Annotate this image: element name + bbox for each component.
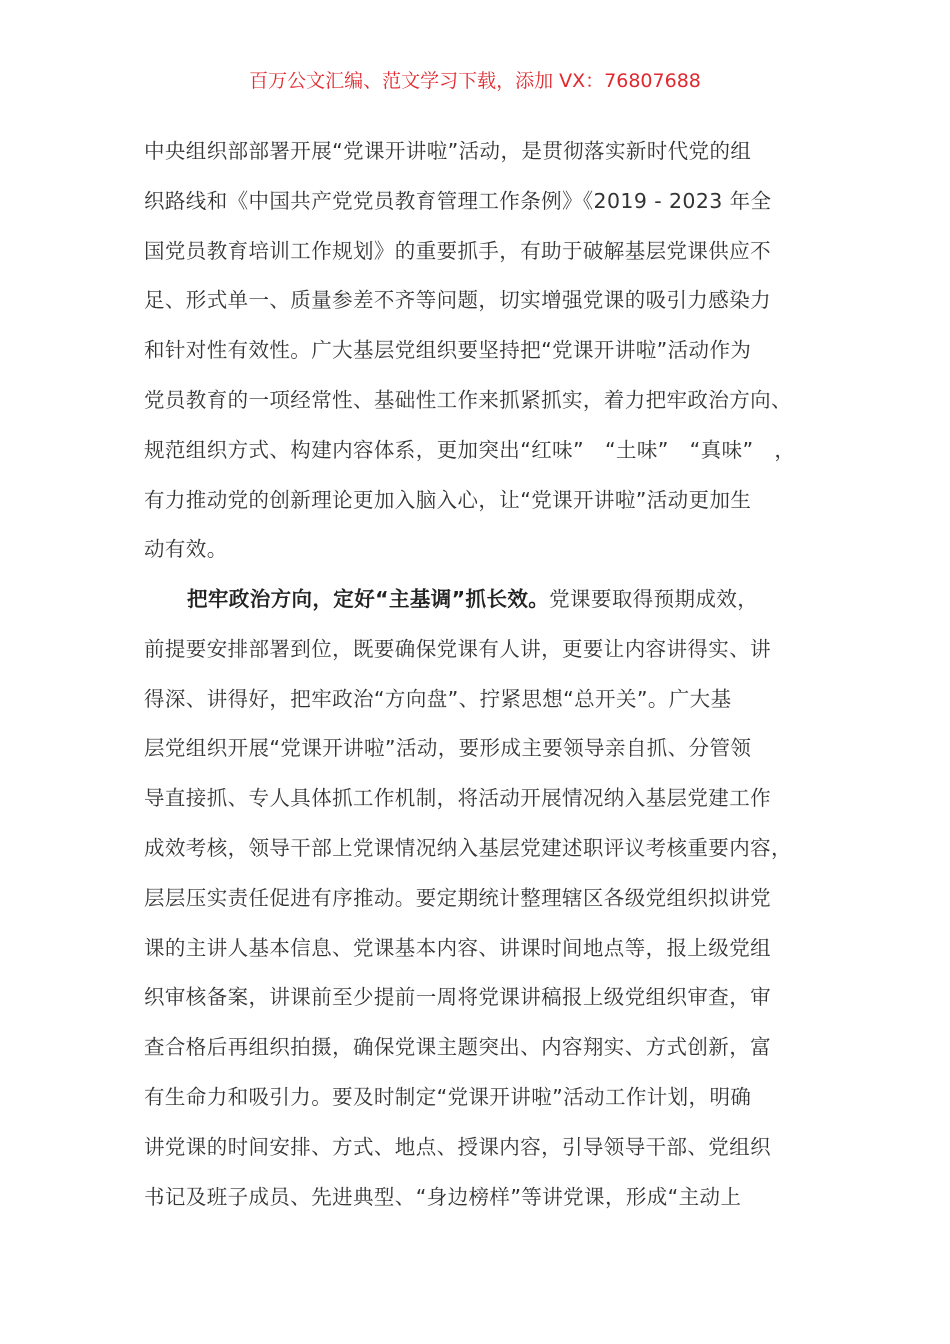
paragraph-text: 党课要取得预期成效，	[549, 587, 759, 611]
paragraph-line: 查合格后再组织拍摄，确保党课主题突出、内容翔实、方式创新，富	[144, 1035, 771, 1060]
paragraph-line: 有力推动党的创新理论更加入脑入心，让“党课开讲啦”活动更加生	[144, 487, 752, 512]
paragraph-line	[187, 585, 857, 613]
paragraph-line: 得深、讲得好，把牢政治“方向盘”、拧紧思想“总开关”。广大基	[144, 686, 732, 711]
paragraph-line: 书记及班子成员、先进典型、“身边榜样”等讲党课，形成“主动上	[144, 1184, 742, 1209]
paragraph-line: 动有效。	[144, 537, 228, 562]
paragraph-line: 织路线和《中国共产党党员教育管理工作条例》《2019 - 2023 年全	[144, 188, 772, 213]
paragraph-line: 讲党课的时间安排、方式、地点、授课内容，引导领导干部、党组织	[144, 1134, 771, 1159]
paragraph-line: 导直接抓、专人具体抓工作机制，将活动开展情况纳入基层党建工作	[144, 786, 771, 811]
paragraph-line: 层党组织开展“党课开讲啦”活动，要形成主要领导亲自抓、分管领	[144, 736, 752, 761]
paragraph-line: 中央组织部部署开展“党课开讲啦”活动，是贯彻落实新时代党的组	[144, 139, 752, 163]
paragraph-line: 课的主讲人基本信息、党课基本内容、讲课时间地点等，报上级党组	[144, 935, 771, 960]
paragraph-line: 和针对性有效性。广大基层党组织要坚持把“党课开讲啦”活动作为	[144, 338, 752, 363]
paragraph-line: 有生命力和吸引力。要及时制定“党课开讲啦”活动工作计划，明确	[144, 1085, 752, 1109]
paragraph-line: 规范组织方式、构建内容体系，更加突出“红味” “土味” “真味” ，	[144, 437, 796, 462]
paragraph-line: 国党员教育培训工作规划》的重要抓手，有助于破解基层党课供应不	[144, 238, 771, 263]
paragraph-line: 党员教育的一项经常性、基础性工作来抓紧抓实，着力把牢政治方向、	[144, 388, 792, 412]
paragraph-line: 层层压实责任促进有序推动。要定期统计整理辖区各级党组织拟讲党	[144, 885, 771, 910]
paragraph-line: 织审核备案，讲课前至少提前一周将党课讲稿报上级党组织审查，审	[144, 985, 771, 1010]
watermark-header: 百万公文汇编、范文学习下载，添加 VX：76807688	[249, 70, 701, 92]
section-heading: 把牢政治方向，定好“主基调”抓长效。	[187, 587, 550, 611]
paragraph-line: 成效考核，领导干部上党课情况纳入基层党建述职评议考核重要内容，	[144, 836, 792, 860]
paragraph-line: 前提要安排部署到位，既要确保党课有人讲，更要让内容讲得实、讲	[144, 636, 771, 661]
paragraph-line: 足、形式单一、质量参差不齐等问题，切实增强党课的吸引力感染力	[144, 288, 771, 313]
